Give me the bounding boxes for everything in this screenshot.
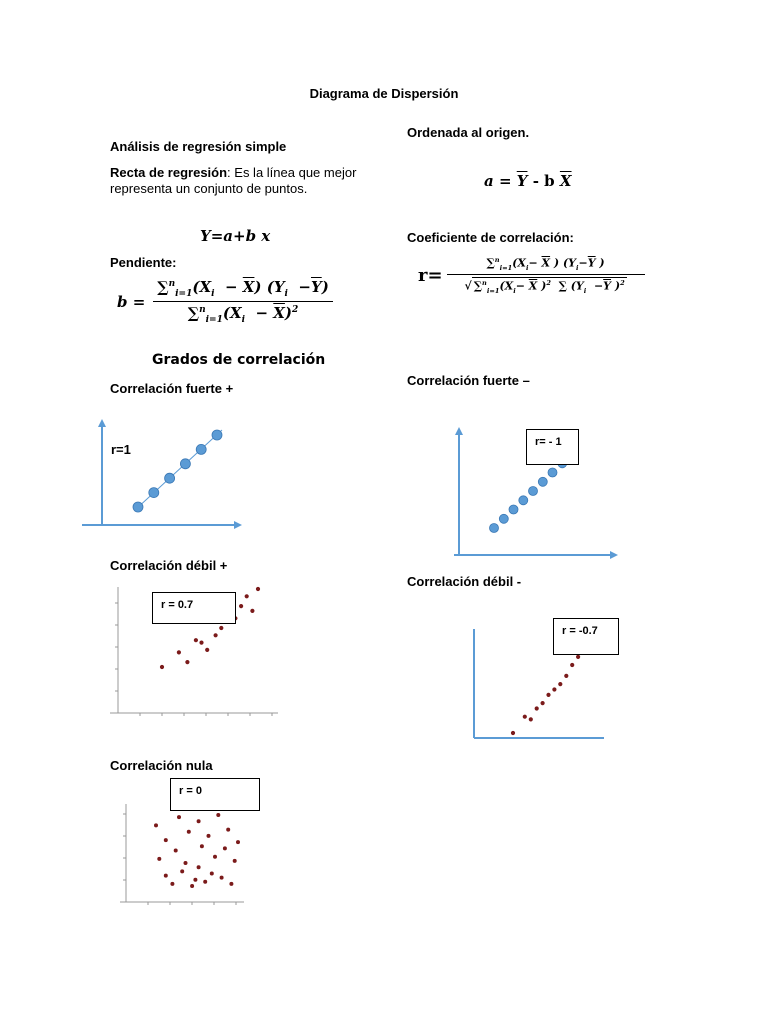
correlation-formula bbox=[418, 256, 645, 295]
scatter-point bbox=[165, 473, 175, 483]
scatter-point bbox=[214, 634, 217, 637]
scatter-point bbox=[565, 674, 568, 677]
scatter-point bbox=[223, 847, 226, 850]
chart-fuerte-pos bbox=[80, 415, 250, 530]
scatter-point bbox=[194, 878, 197, 881]
scatter-point bbox=[535, 707, 538, 710]
scatter-point bbox=[529, 487, 538, 496]
slope-formula bbox=[117, 278, 333, 325]
scatter-point bbox=[227, 828, 230, 831]
scatter-point bbox=[571, 663, 574, 666]
scatter-point bbox=[174, 849, 177, 852]
r-annotation-debil-neg: r = -0.7 bbox=[553, 618, 619, 655]
scatter-point bbox=[204, 880, 207, 883]
scatter-point bbox=[149, 488, 159, 498]
r-annotation-debil-pos: r = 0.7 bbox=[152, 592, 236, 624]
scatter-point bbox=[230, 882, 233, 885]
scatter-point bbox=[133, 502, 143, 512]
scatter-point bbox=[154, 824, 157, 827]
scatter-point bbox=[160, 665, 163, 668]
scatter-point bbox=[213, 855, 216, 858]
scatter-point bbox=[519, 496, 528, 505]
scatter-point bbox=[541, 701, 544, 704]
scatter-point bbox=[194, 639, 197, 642]
scatter-point bbox=[509, 505, 518, 514]
grados-heading: Grados de correlación bbox=[152, 352, 326, 368]
scatter-point bbox=[256, 587, 259, 590]
scatter-point bbox=[523, 715, 526, 718]
scatter-point bbox=[196, 444, 206, 454]
scatter-point bbox=[233, 859, 236, 862]
r-annotation-fuerte-pos: r=1 bbox=[111, 442, 131, 457]
nula-label: Correlación nula bbox=[110, 758, 213, 773]
scatter-point bbox=[191, 884, 194, 887]
recta-label: Recta de regresión bbox=[110, 165, 228, 180]
recta-text: : Es la línea que mejor representa un conjunto de puntos. bbox=[110, 165, 357, 196]
scatter-point bbox=[206, 648, 209, 651]
scatter-point bbox=[186, 660, 189, 663]
scatter-point bbox=[217, 813, 220, 816]
y-axis-arrow bbox=[455, 427, 463, 435]
scatter-point bbox=[184, 861, 187, 864]
x-axis-arrow bbox=[234, 521, 242, 529]
scatter-point bbox=[236, 841, 239, 844]
r-annotation-nula: r = 0 bbox=[170, 778, 260, 811]
scatter-point bbox=[548, 468, 557, 477]
scatter-point bbox=[197, 866, 200, 869]
regression-equation: Y=a+b x bbox=[200, 227, 271, 245]
scatter-point bbox=[212, 430, 222, 440]
scatter-point bbox=[220, 626, 223, 629]
scatter-point bbox=[538, 477, 547, 486]
pendiente-label: Pendiente: bbox=[110, 255, 177, 270]
scatter-point bbox=[251, 609, 254, 612]
scatter-point bbox=[200, 845, 203, 848]
scatter-point bbox=[553, 688, 556, 691]
scatter-point bbox=[576, 655, 579, 658]
coef-label: Coeficiente de correlación: bbox=[407, 230, 574, 245]
scatter-point bbox=[180, 459, 190, 469]
scatter-point bbox=[490, 524, 499, 533]
correlation-fraction: $\frac{\sum^n_{i=1}(X_i- \overline{X} ) (Y_i-\overline{Y} )}{√ \sum^n_{i=1}(X_i- \overline{X} )^2 \sum (Y_i -\overline{Y} )^2}$ bbox=[447, 256, 645, 295]
scatter-point bbox=[197, 820, 200, 823]
slope-fraction: $\frac{\sum^n_{i=1}(X_i - \overline{X}) (Y_i -\overline{Y})}{\sum^n_{i=1}(X_i - \overline{X})^2}$ bbox=[153, 278, 333, 325]
recta-paragraph bbox=[110, 165, 360, 197]
scatter-point bbox=[177, 816, 180, 819]
scatter-point bbox=[181, 870, 184, 873]
r-annotation-fuerte-neg: r= - 1 bbox=[526, 429, 579, 465]
regression-line bbox=[135, 430, 222, 510]
scatter-point bbox=[158, 857, 161, 860]
scatter-point bbox=[207, 834, 210, 837]
x-axis-arrow bbox=[610, 551, 618, 559]
section-heading: Análisis de regresión simple bbox=[110, 139, 287, 154]
scatter-point bbox=[210, 872, 213, 875]
fuerte-neg-label: Correlación fuerte – bbox=[407, 373, 530, 388]
scatter-point bbox=[559, 682, 562, 685]
scatter-point bbox=[200, 641, 203, 644]
scatter-point bbox=[164, 874, 167, 877]
page-title: Diagrama de Dispersión bbox=[309, 86, 459, 101]
scatter-point bbox=[177, 651, 180, 654]
scatter-point bbox=[511, 731, 514, 734]
y-axis-arrow bbox=[98, 419, 106, 427]
scatter-point bbox=[164, 839, 167, 842]
scatter-point bbox=[499, 514, 508, 523]
correlation-lhs: r= bbox=[418, 264, 443, 286]
slope-lhs: b = bbox=[117, 292, 146, 311]
debil-pos-label: Correlación débil + bbox=[110, 558, 228, 573]
scatter-point bbox=[245, 595, 248, 598]
scatter-point bbox=[187, 830, 190, 833]
intercept-formula: $a = \overline{Y} - b$ $\overline{X}$ bbox=[484, 172, 572, 190]
scatter-point bbox=[529, 718, 532, 721]
debil-neg-label: Correlación débil - bbox=[407, 574, 522, 589]
fuerte-pos-label: Correlación fuerte + bbox=[110, 381, 234, 396]
ordenada-label: Ordenada al origen. bbox=[407, 125, 530, 140]
scatter-point bbox=[220, 876, 223, 879]
scatter-point bbox=[547, 693, 550, 696]
scatter-point bbox=[239, 604, 242, 607]
chart-nula bbox=[118, 800, 248, 908]
scatter-point bbox=[171, 882, 174, 885]
